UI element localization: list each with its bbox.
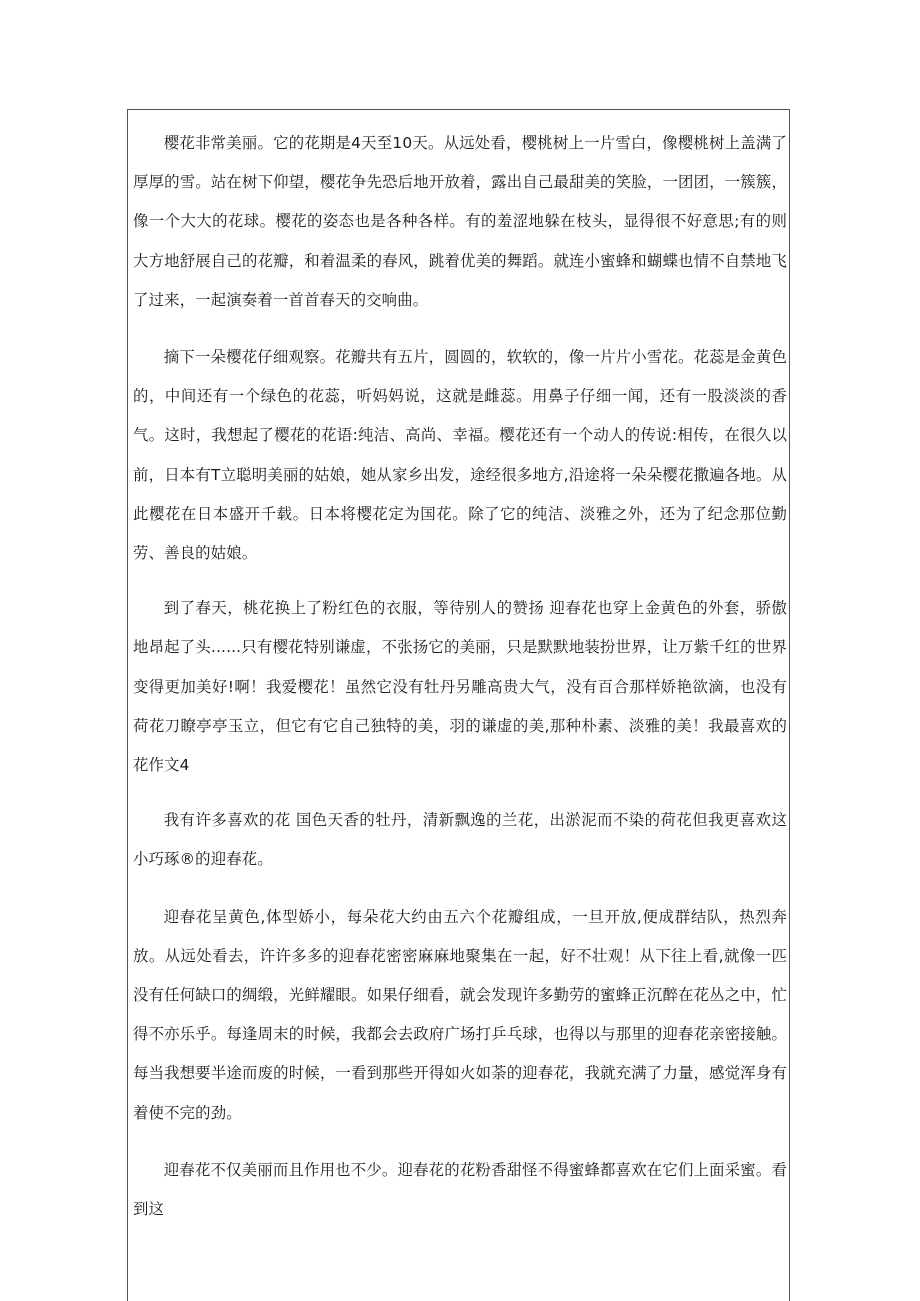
essay-text: [133, 124, 787, 1229]
paragraph-sakura-detail: 摘下一朵樱花仔细观察。花瓣共有五片，圆圆的，软软的，像一片片小雪花。花蕊是金黄色的，中间还有一个绿色的花蕊，听妈妈说，这就是雌蕊。用鼻子仔细一闻，还有一股淡淡的香气。这时，我想起了樱花的花语:纯洁、高尚、幸福。樱花还有一个动人的传说:相传，在很久以前，日本有T立聪明美丽的姑娘，她从家乡出发，途经很多地方,沿途将一朵朵樱花撒遍各地。从此樱花在日本盛开千载。日本将樱花定为国花。除了它的纯洁、淡雅之外，还为了纪念那位勤劳、善良的姑娘。: [133, 348, 787, 563]
paragraph-sakura-conclusion: 到了春天，桃花换上了粉红色的衣服，等待别人的赞扬 迎春花也穿上金黄色的外套，骄傲地昂起了头......只有樱花特别谦虚，不张扬它的美丽，只是默默地装扮世界，让万紫千红的世界变得更加美好!啊！我爱樱花！虽然它没有牡丹另雕高贵大气，没有百合那样娇艳欲滴，也没有荷花刀瞭亭亭玉立，但它有它自己独特的美，羽的谦虚的美,那种朴素、淡雅的美！我最喜欢的花作文4: [133, 599, 787, 775]
paragraph-jasmine-description: 迎春花呈黄色,体型娇小，每朵花大约由五六个花瓣组成，一旦开放,便成群结队，热烈奔放。从远处看去，许许多多的迎春花密密麻麻地聚集在一起，好不壮观！从下往上看,就像一匹没有任何缺口的绸缎，光鲜耀眼。如果仔细看，就会发现许多勤劳的蜜蜂正沉醉在花丛之中，忙得不亦乐乎。每逢周末的时候，我都会去政府广场打乒乓球，也得以与那里的迎春花亲密接触。每当我想要半途而废的时候，一看到那些开得如火如荼的迎春花，我就充满了力量，感觉浑身有着使不完的劲。: [133, 907, 787, 1122]
paragraph-jasmine-intro: 我有许多喜欢的花 国色天香的牡丹，清新飘逸的兰花，出淤泥而不染的荷花但我更喜欢这小巧琢®的迎春花。: [133, 811, 787, 869]
paragraph-jasmine-uses: 迎春花不仅美丽而且作用也不少。迎春花的花粉香甜怪不得蜜蜂都喜欢在它们上面采蜜。看到这: [133, 1160, 787, 1219]
paragraph-sakura-intro: 樱花非常美丽。它的花期是4天至10天。从远处看，樱桃树上一片雪白，像樱桃树上盖满了厚厚的雪。站在树下仰望，樱花争先恐后地开放着，露出自己最甜美的笑脸，一团团，一簇簇，像一个大大的花球。樱花的姿态也是各种各样。有的羞涩地躲在枝头，显得很不好意思;有的则大方地舒展自己的花瓣，和着温柔的春风，跳着优美的舞蹈。就连小蜜蜂和蝴蝶也情不自禁地飞了过来，一起演奏着一首首春天的交响曲。: [133, 134, 787, 309]
